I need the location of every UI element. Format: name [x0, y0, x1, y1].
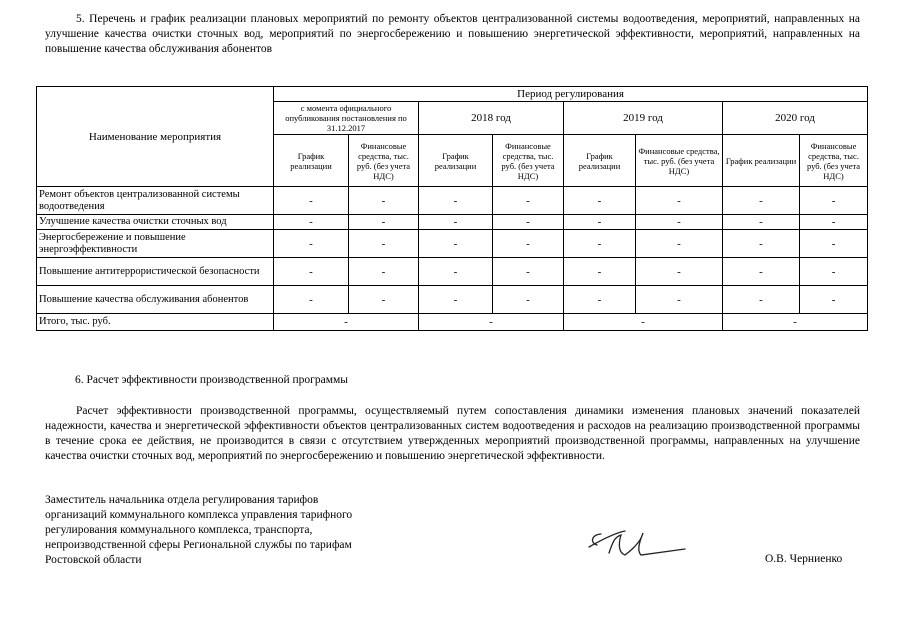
subheader-schedule: График реализации [723, 135, 800, 187]
header-activity-name: Наименование мероприятия [37, 87, 274, 187]
subheader-schedule: График реализации [564, 135, 636, 187]
row-cell: - [274, 230, 349, 258]
signature-image [585, 525, 695, 570]
header-period-first: с момента официального опубликования постановления по 31.12.2017 [274, 102, 419, 135]
row-cell: - [636, 187, 723, 215]
row-name: Ремонт объектов централизованной системы водоотведения [37, 187, 274, 215]
header-period: Период регулирования [274, 87, 868, 102]
row-cell: - [636, 215, 723, 230]
row-cell: - [274, 286, 349, 314]
row-cell: - [800, 187, 868, 215]
row-cell: - [800, 286, 868, 314]
row-cell: - [493, 258, 564, 286]
row-cell: - [349, 286, 419, 314]
row-cell: - [493, 187, 564, 215]
section-5-paragraph [45, 12, 860, 57]
row-cell: - [349, 230, 419, 258]
signer-name: О.В. Черниенко [765, 553, 843, 565]
section-5-text: 5. Перечень и график реализации плановых мероприятий по ремонту объектов централизованной системы водоотведения, мероприятий, направленных на улучшение качества очистки сточных вод, мероприятий по энергосбережению и повышению энергетической эффективности, мероприятий, направленных на повышение качества обслуживания абонентов [45, 13, 860, 55]
section-6-title: 6. Расчет эффективности производственной программы [75, 374, 349, 386]
row-cell: - [493, 215, 564, 230]
row-cell: - [419, 230, 493, 258]
table-row [37, 215, 868, 230]
row-cell: - [493, 286, 564, 314]
total-cell: - [564, 314, 723, 331]
signature-icon [585, 525, 695, 565]
table-row [37, 230, 868, 258]
row-cell: - [800, 230, 868, 258]
row-cell: - [723, 187, 800, 215]
subheader-finance: Финансовые средства, тыс. руб. (без учета НДС) [349, 135, 419, 187]
row-cell: - [800, 215, 868, 230]
header-year-2018: 2018 год [419, 102, 564, 135]
header-year-2020: 2020 год [723, 102, 868, 135]
subheader-finance: Финансовые средства, тыс. руб. (без учета НДС) [493, 135, 564, 187]
table-row [37, 286, 868, 314]
subheader-schedule: График реализации [419, 135, 493, 187]
row-cell: - [564, 187, 636, 215]
row-cell: - [564, 258, 636, 286]
row-cell: - [349, 258, 419, 286]
row-cell: - [723, 286, 800, 314]
row-cell: - [274, 215, 349, 230]
row-cell: - [636, 230, 723, 258]
section-6-paragraph [45, 404, 860, 464]
row-cell: - [564, 215, 636, 230]
table-row [37, 187, 868, 215]
row-cell: - [419, 187, 493, 215]
row-cell: - [636, 286, 723, 314]
row-cell: - [274, 258, 349, 286]
row-cell: - [723, 230, 800, 258]
row-cell: - [723, 215, 800, 230]
total-cell: - [723, 314, 868, 331]
plan-table [36, 86, 868, 331]
header-year-2019: 2019 год [564, 102, 723, 135]
table-row [37, 258, 868, 286]
signer-position: Заместитель начальника отдела регулирования тарифов организаций коммунального комплекса управления тарифного регулирования коммунального комплекса, транспорта, непроизводственной сферы Региональной службы по тарифам Ростовской области [45, 494, 353, 566]
row-cell: - [349, 215, 419, 230]
row-cell: - [564, 230, 636, 258]
row-name: Повышение антитеррористической безопасности [37, 258, 274, 286]
row-cell: - [636, 258, 723, 286]
total-cell: - [419, 314, 564, 331]
subheader-schedule: График реализации [274, 135, 349, 187]
row-cell: - [493, 230, 564, 258]
row-cell: - [800, 258, 868, 286]
row-cell: - [419, 286, 493, 314]
row-name: Повышение качества обслуживания абонентов [37, 286, 274, 314]
row-cell: - [419, 258, 493, 286]
subheader-finance: Финансовые средства, тыс. руб. (без учета НДС) [800, 135, 868, 187]
section-6-text: Расчет эффективности производственной программы, осуществляемый путем сопоставления динамики изменения плановых значений показателей надежности, качества и энергетической эффективности объектов централизованных систем водоотведения и расходов на реализацию производственной программы в течение срока ее действия, не производится в связи с отсутствием утвержденных мероприятий производственной программы, направленных на улучшение качества очистки сточных вод, мероприятий по энергосбережению и повышению энергетической эффективности. [45, 405, 860, 462]
subheader-finance: Финансовые средства, тыс. руб. (без учета НДС) [636, 135, 723, 187]
row-cell: - [274, 187, 349, 215]
row-cell: - [564, 286, 636, 314]
total-label: Итого, тыс. руб. [37, 314, 274, 331]
row-cell: - [419, 215, 493, 230]
total-row [37, 314, 868, 331]
row-cell: - [723, 258, 800, 286]
total-cell: - [274, 314, 419, 331]
row-name: Улучшение качества очистки сточных вод [37, 215, 274, 230]
row-cell: - [349, 187, 419, 215]
row-name: Энергосбережение и повышение энергоэффективности [37, 230, 274, 258]
